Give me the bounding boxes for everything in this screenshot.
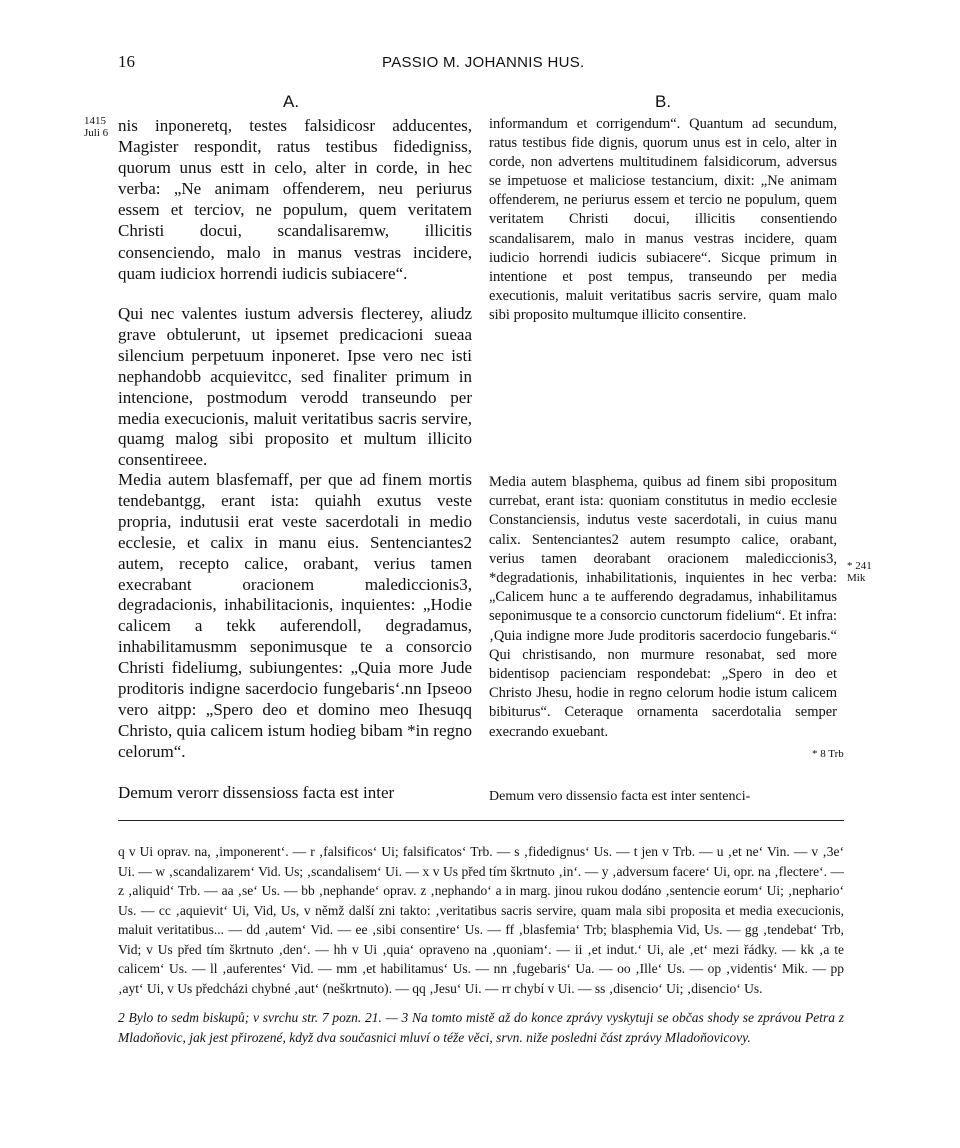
running-title: PASSIO M. JOHANNIS HUS.	[382, 54, 585, 71]
column-a-heading: A.	[283, 92, 300, 111]
column-a-paragraph-4: Demum verorr dissensioss facta est inter	[118, 783, 395, 802]
footnote-rule	[118, 820, 844, 821]
column-b-paragraph-1: informandum et corrigendum“. Quantum ad secundum, ratus testibus fide dignis, quorum unus est in celo, alter in corde, non advertens multitudinem falsidicorum, adversus se impetuose et maliciose testancium, dixit: „Ne animam offenderem, ne periurus essem et tercio ne populum, quem veritatem Christi docui, illicitis consentiendo scandalisarem, malo in manus vestras incidere, quam iudicio horrendi iudicis subiacere“. Sicque primum in intentione et post tempus, transeundo per media executionis, maluit veritatibus sacris servire, quam malo sibi proposito multumque illicito consentire.	[489, 116, 837, 323]
footnote-variants: q v Ui oprav. na, ‚imponerent‘. — r ‚falsificos‘ Ui; falsificatos‘ Trb. — s ‚fidedignus‘ Us. — t jen v Trb. — u ‚et ne‘ Vin. — v ‚3e‘ Ui. — w ‚scandalizarem‘ Vid. Us; ‚scandalisem‘ Ui. — x v Us před tím škrtnuto ‚in‘. — y ‚adversum facere‘ Ui, opr. na ‚flectere‘. — z ‚aliquid‘ Trb. — aa ‚se‘ Us. — bb ‚nephande‘ oprav. z ‚nephando‘ a in marg. jinou rukou dodáno ‚sentencie eorum‘ Ui; ‚nephario‘ Us. — cc ‚aquievit‘ Ui, Vid, Us, v němž další zni takto: ‚veritatibus sacris servire, quam mala sibi proposita et media execucionis, maluit veritatibus... — dd ‚autem‘ Vid. — ee ‚sibi consentire‘ Us. — ff ‚blasfemia‘ Trb; blasphemia Vid, Us. — gg ‚tendebat‘ Trb, Vid; v Us před tím škrtnuto ‚den‘. — hh v Ui ‚quia‘ opraveno na ‚quoniam‘. — ii ‚et indut.‘ Ui, ale ‚et‘ mezi řádky. — kk ‚a te calicem‘ Us. — ll ‚auferentes‘ Vid. — mm ‚et habilitamus‘ Us. — nn ‚fugebaris‘ Ua. — oo ‚Ille‘ Us. — op ‚videntis‘ Mik. — pp ‚ayt‘ Ui, v Us předcházi chybné ‚aut‘ (neškrtnuto). — qq ‚Jesu‘ Ui. — rr chybí v Ui. — ss ‚disencio‘ Ui; ‚disencio‘ Us.	[118, 844, 844, 996]
footnote-notes: 2 Bylo to sedm biskupů; v svrchu str. 7 pozn. 21. — 3 Na tomto mistě až do konce zprávy vyskytuji se občas shody se zprávou Petra z Mladoňovic, jak jest přirozené, když dva současnici mluví o téže věci, srvn. niže posledni část zprávy Mladoňovicovy.	[118, 1010, 844, 1045]
margin-note-trb: * 8 Trb	[812, 748, 844, 760]
column-b-paragraph-3: Demum vero dissensio facta est inter sentenci-	[489, 789, 751, 804]
margin-note-date: 1415 Juli 6	[84, 115, 109, 139]
page-number: 16	[118, 52, 135, 71]
column-a-paragraph-3: Media autem blasfemaff, per que ad finem mortis tendebantgg, erant ista: quiahh exutus veste propria, indutusii erat veste sacerdotali in medio ecclesie, et calix in manu eius. Sentenciantes2 autem, recepto calice, orabant, verius tamen execrabant oracionem malediccionis3, degradacionis, inhabilitacionis, inquientes: „Hodie calicem a tekk auferendoll, degradamus, inhabilitamusmm seponimusque te a consorcio Christi fideliumg, subiungentes: „Quia more Jude proditoris indigne sacerdocio fungebaris‘.nn Ipseoo vero aitpp: „Spero deo et domino meo Ihesuqq Christo, quia calicem istum hodieg bibam *in regno celorum“.	[118, 470, 472, 761]
column-a-paragraph-1: nis inponeretq, testes falsidicosr adducentes, Magister respondit, ratus testibus fidedigniss, quorum unus estt in celo, alter in corde, in hec verba: „Ne animam offenderem, neu periurus essem et terciov, ne populum, quem veritatem Christi docui, scandalisaremw, illicitis consenciendo, malo in manus vestras incidere, quam iudiciox horrendi iudicis subiacere“.	[118, 116, 472, 283]
column-a-paragraph-2: Qui nec valentes iustum adversis flecterey, aliudz grave obtulerunt, ut ipsemet predicacioni sueaa silencium perpetuum inponeret. Ipse vero nec isti nephandobb acquievitcc, sed finaliter primum in intencione, postmodum verodd transeundo per media execucionis, maluit veritatibus sacris servire, quamg malog sibi proposito et multum illicito consentireee.	[118, 304, 472, 470]
column-b-paragraph-2: Media autem blasphema, quibus ad finem sibi propositum currebat, erant ista: quoniam constitutus in medio ecclesie Constanciensis, indutus veste sacerdotali, in cuius manu calix. Sentenciantes2 autem resumpto calice, orabant, verius tamen deorabant oracionem malediccionis3, *degradationis, inhabilitationis, inquientes in hec verba: „Calicem hunc a te aufferendo degradamus, inhabilitamus seponimusque te a consorcio cunctorum fidelium“. Et infra: ‚Quia indigne more Jude proditoris sacerdocio fungebaris.“ Qui christisando, non murmure resonabat, sed more bidentisop pacienciam respondebat: „Spero in deo et Christo Jhesu, hodie in regno celorum hodie istum calicem bibiturus“. Ceteraque ornamenta sacerdotalia semper execrando exuebant.	[489, 474, 837, 740]
column-b-heading: B.	[655, 92, 672, 111]
margin-note-mik: * 241 Mik	[847, 560, 872, 584]
